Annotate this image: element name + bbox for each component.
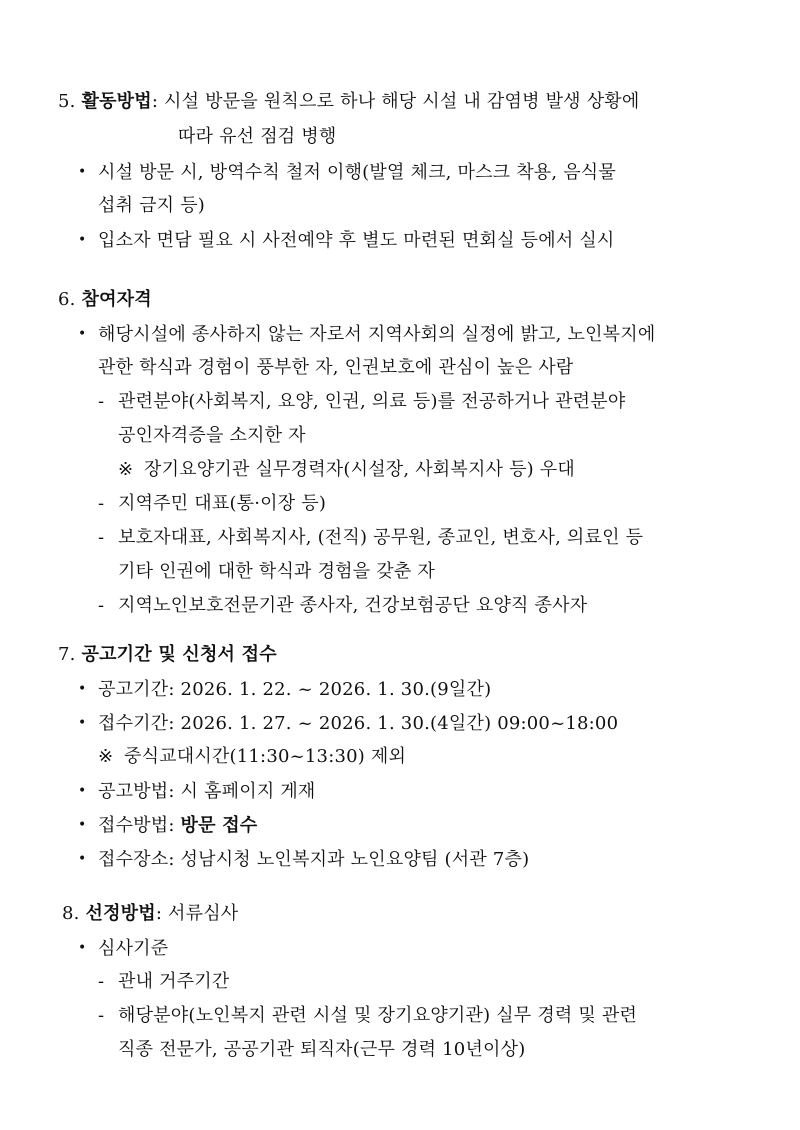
dash-mark: - — [98, 595, 105, 616]
dash-item-text: 지역노인보호전문기관 종사자, 건강보험공단 요양직 종사자 — [118, 595, 588, 616]
dash-item — [98, 594, 587, 618]
section-6-heading — [58, 288, 152, 312]
list-item — [78, 847, 529, 872]
list-item — [78, 779, 316, 804]
item-value: 성남시청 노인복지과 노인요양팀 (서관 7층) — [180, 849, 530, 870]
section-number: 7. — [58, 644, 76, 665]
section-5-heading — [58, 90, 639, 114]
dash-item-text: 지역주민 대표(통·이장 등) — [118, 493, 327, 514]
dash-item — [98, 390, 625, 414]
dash-item-text: 해당분야(노인복지 관련 시설 및 장기요양기관) 실무 경력 및 관련 — [118, 1005, 638, 1026]
dash-item — [98, 492, 326, 516]
list-item-text: 심사기준 — [98, 938, 169, 959]
section-5-text-cont: 따라 유선 점검 병행 — [178, 126, 337, 147]
list-item-text: 시설 방문 시, 방역수칙 철저 이행(발열 체크, 마스크 착용, 음식물 — [98, 162, 616, 183]
dash-mark: - — [98, 391, 105, 412]
item-label: 공고기간: — [98, 679, 175, 700]
list-item — [78, 936, 168, 961]
section-title: 활동방법 — [81, 91, 152, 112]
dash-item-text: 관내 거주기간 — [118, 971, 230, 992]
section-number: 5. — [58, 91, 76, 112]
colon: : — [151, 91, 159, 112]
list-item-text: 입소자 면담 필요 시 사전예약 후 별도 마련된 면회실 등에서 실시 — [98, 230, 615, 251]
dash-mark: - — [98, 527, 105, 548]
list-item — [78, 711, 618, 736]
note-item — [98, 745, 406, 769]
note-text: 장기요양기관 실무경력자(시설장, 사회복지사 등) 우대 — [144, 459, 575, 480]
reference-mark-icon: ※ — [98, 746, 114, 767]
dash-item — [98, 526, 643, 550]
list-item — [78, 813, 257, 838]
item-value: 2026. 1. 27. ~ 2026. 1. 30.(4일간) 09:00~18:00 — [180, 713, 619, 734]
dash-item — [98, 970, 229, 994]
section-text: 시설 방문을 원칙으로 하나 해당 시설 내 감염병 발생 상황에 — [164, 91, 640, 112]
item-label: 접수장소: — [98, 849, 175, 870]
list-item-text: 해당시설에 종사하지 않는 자로서 지역사회의 실정에 밝고, 노인복지에 — [98, 324, 656, 345]
note-item — [118, 458, 575, 482]
dash-mark: - — [98, 971, 105, 992]
dash-mark: - — [98, 493, 105, 514]
reference-mark-icon: ※ — [118, 459, 134, 480]
section-title: 참여자격 — [81, 289, 152, 310]
section-number: 6. — [58, 289, 76, 310]
item-label: 접수방법: — [98, 815, 175, 836]
note-text: 중식교대시간(11:30~13:30) 제외 — [124, 746, 407, 767]
section-8-heading — [62, 902, 238, 926]
list-item — [78, 160, 616, 185]
list-item-cont: 섭취 금지 등) — [98, 195, 206, 216]
section-title: 공고기간 및 신청서 접수 — [81, 644, 277, 665]
list-item-cont: 관한 학식과 경험이 풍부한 자, 인권보호에 관심이 높은 사람 — [98, 357, 574, 378]
item-value: 2026. 1. 22. ~ 2026. 1. 30.(9일간) — [180, 679, 492, 700]
dash-item-text: 보호자대표, 사회복지사, (전직) 공무원, 종교인, 변호사, 의료인 등 — [118, 527, 644, 548]
section-title: 선정방법 — [85, 903, 156, 924]
item-label: 접수기간: — [98, 713, 175, 734]
dash-item-text: 관련분야(사회복지, 요양, 인권, 의료 등)를 전공하거나 관련분야 — [118, 391, 626, 412]
dash-item-cont: 기타 인권에 대한 학식과 경험을 갖춘 자 — [118, 561, 435, 582]
section-number: 8. — [62, 903, 80, 924]
item-value: 시 홈페이지 게재 — [180, 781, 316, 802]
dash-item — [98, 1004, 637, 1028]
dash-item-cont: 공인자격증을 소지한 자 — [118, 425, 306, 446]
dash-item-cont: 직종 전문가, 공공기관 퇴직자(근무 경력 10년이상) — [118, 1039, 526, 1060]
item-value: 방문 접수 — [180, 815, 258, 836]
list-item — [78, 322, 655, 347]
section-text: 서류심사 — [168, 903, 239, 924]
item-label: 공고방법: — [98, 781, 175, 802]
dash-mark: - — [98, 1005, 105, 1026]
list-item — [78, 228, 615, 253]
section-7-heading — [58, 643, 277, 667]
list-item — [78, 677, 491, 702]
colon: : — [155, 903, 163, 924]
